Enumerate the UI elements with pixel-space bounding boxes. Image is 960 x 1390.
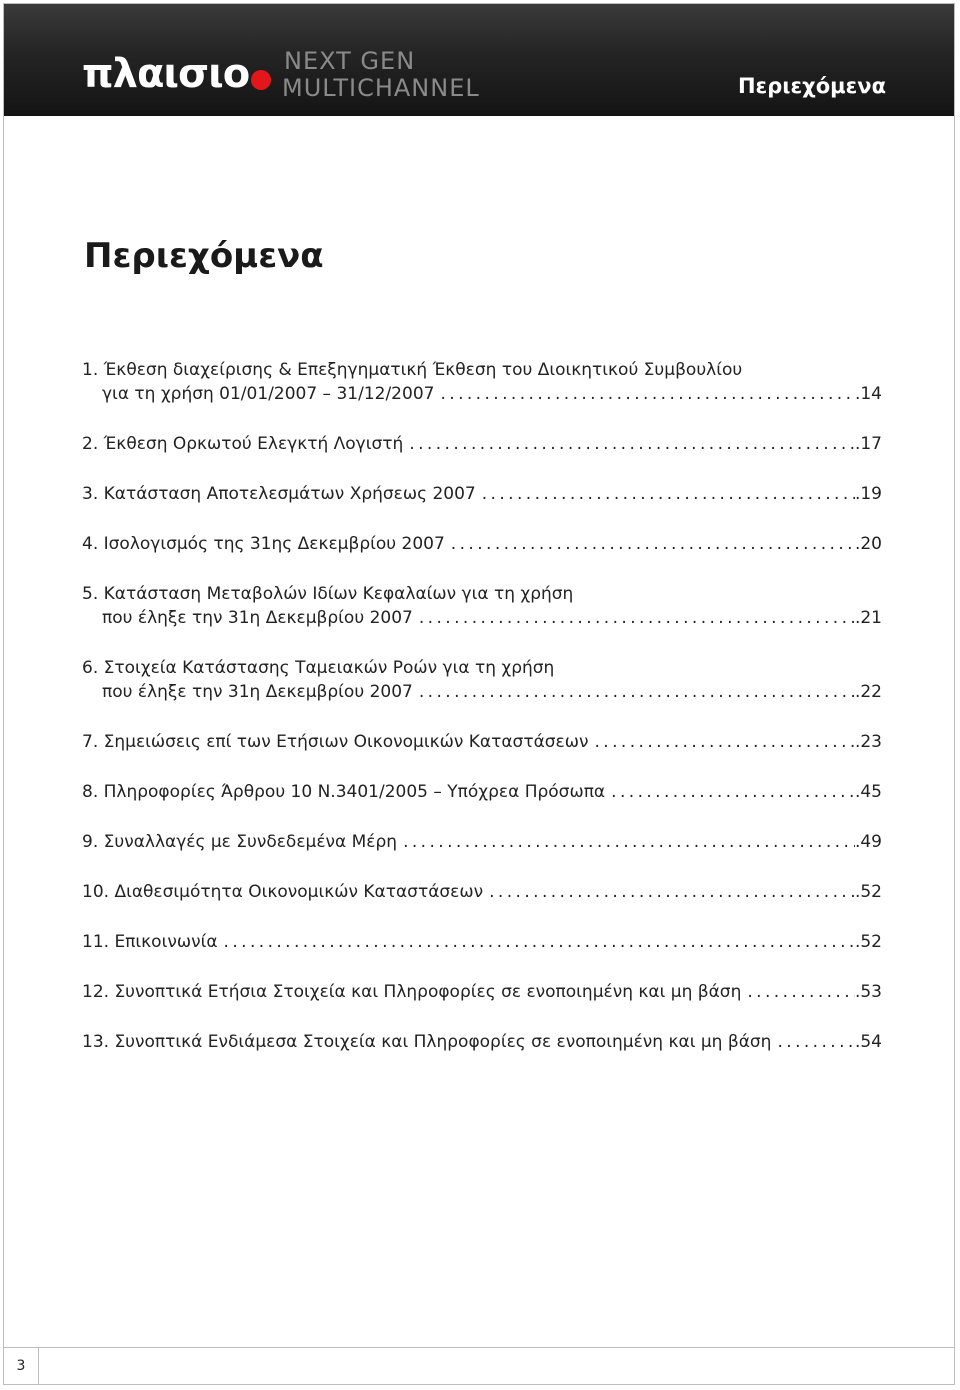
- toc-entry[interactable]: [82, 730, 882, 754]
- toc-entry[interactable]: [82, 582, 882, 630]
- toc-entry[interactable]: [82, 482, 882, 506]
- toc-entry-title: 9. Συναλλαγές με Συνδεδεμένα Μέρη: [82, 832, 398, 852]
- toc-entry-title: 4. Ισολογισμός της 31ης Δεκεμβρίου 2007: [82, 534, 445, 554]
- brand-tagline-next: NEXT GEN: [284, 47, 416, 75]
- toc-entry[interactable]: [82, 358, 882, 406]
- toc-page-number: .20: [854, 534, 882, 554]
- toc-page-number: .22: [854, 682, 882, 702]
- toc-page-number: .21: [854, 608, 882, 628]
- toc-entry-title: 7. Σημειώσεις επί των Ετήσιων Οικονομικών Καταστάσεων: [82, 732, 589, 752]
- header-title: Περιεχόμενα: [737, 74, 886, 98]
- toc-entry[interactable]: [82, 1030, 882, 1054]
- page-number: 3: [4, 1348, 39, 1384]
- toc-entry-title: που έληξε την 31η Δεκεμβρίου 2007: [102, 682, 413, 702]
- toc-entry-title: που έληξε την 31η Δεκεμβρίου 2007: [102, 608, 413, 628]
- toc-entry[interactable]: [82, 980, 882, 1004]
- toc-dot-leader: [403, 432, 855, 456]
- toc-page-number: .14: [854, 384, 882, 404]
- toc-dot-leader: [397, 830, 855, 854]
- brand-tagline-multichannel: MULTICHANNEL: [282, 74, 480, 102]
- toc-dot-leader: [445, 532, 855, 556]
- toc-dot-leader: [741, 980, 855, 1004]
- toc-dot-leader: [413, 606, 855, 630]
- toc-page-number: .17: [854, 434, 882, 454]
- toc-entry-title: 3. Κατάσταση Αποτελεσμάτων Χρήσεως 2007: [82, 484, 476, 504]
- toc-dot-leader: [483, 880, 855, 904]
- toc-entry[interactable]: [82, 656, 882, 704]
- toc-entry-title: 11. Επικοινωνία: [82, 932, 218, 952]
- table-of-contents: [82, 358, 882, 1054]
- toc-entry[interactable]: [82, 532, 882, 556]
- toc-dot-leader: [476, 482, 855, 506]
- toc-entry-title: για τη χρήση 01/01/2007 – 31/12/2007: [102, 384, 435, 404]
- toc-dot-leader: [413, 680, 855, 704]
- toc-entry[interactable]: [82, 432, 882, 456]
- toc-page-number: .23: [854, 732, 882, 752]
- brand-logo-text: πλαισιο: [82, 51, 250, 97]
- toc-page-number: .45: [854, 782, 882, 802]
- toc-page-number: .19: [854, 484, 882, 504]
- toc-entry-title: 12. Συνοπτικά Ετήσια Στοιχεία και Πληροφορίες σε ενοποιημένη και μη βάση: [82, 982, 742, 1002]
- toc-dot-leader: [588, 730, 854, 754]
- toc-entry-title: 10. Διαθεσιμότητα Οικονομικών Καταστάσεων: [82, 882, 484, 902]
- toc-dot-leader: [434, 382, 855, 406]
- toc-entry[interactable]: [82, 880, 882, 904]
- toc-entry-title: 2. Έκθεση Ορκωτού Ελεγκτή Λογιστή: [82, 434, 404, 454]
- toc-page-number: .54: [854, 1032, 882, 1052]
- toc-entry-title: 5. Κατάσταση Μεταβολών Ιδίων Κεφαλαίων για τη χρήση: [82, 584, 574, 604]
- toc-entry[interactable]: [82, 830, 882, 854]
- toc-entry-title: 1. Έκθεση διαχείρισης & Επεξηγηματική Έκθεση του Διοικητικού Συμβουλίου: [82, 360, 743, 380]
- toc-dot-leader: [605, 780, 855, 804]
- toc-dot-leader: [771, 1030, 855, 1054]
- toc-dot-leader: [218, 930, 855, 954]
- toc-page-number: .52: [854, 932, 882, 952]
- page-title: Περιεχόμενα: [84, 236, 324, 276]
- toc-entry-title: 8. Πληροφορίες Άρθρου 10 Ν.3401/2005 – Υπόχρεα Πρόσωπα: [82, 782, 606, 802]
- toc-page-number: .53: [854, 982, 882, 1002]
- toc-entry-title: 6. Στοιχεία Κατάστασης Ταμειακών Ροών για τη χρήση: [82, 658, 555, 678]
- toc-entry[interactable]: [82, 780, 882, 804]
- toc-page-number: .49: [854, 832, 882, 852]
- toc-page-number: .52: [854, 882, 882, 902]
- header-banner: [4, 4, 954, 116]
- toc-entry[interactable]: [82, 930, 882, 954]
- brand-logo-dot: [251, 70, 271, 90]
- footer: [4, 1347, 954, 1384]
- toc-entry-title: 13. Συνοπτικά Ενδιάμεσα Στοιχεία και Πληροφορίες σε ενοποιημένη και μη βάση: [82, 1032, 772, 1052]
